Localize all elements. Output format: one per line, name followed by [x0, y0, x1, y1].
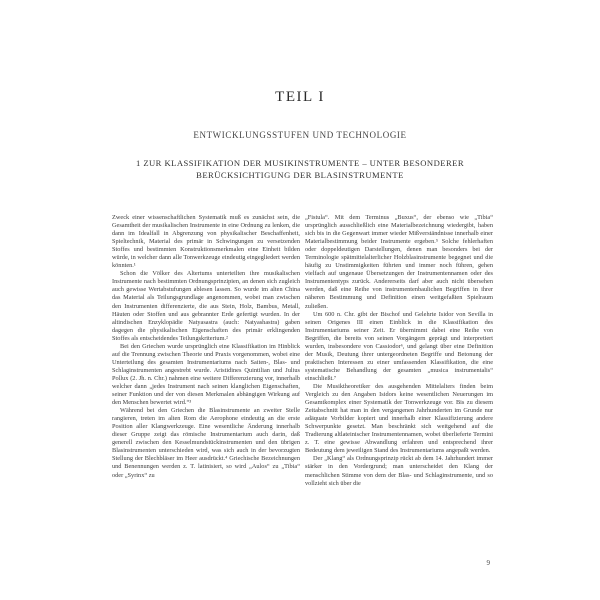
- paragraph: Schon die Völker des Altertums unterteilten ihre musikalischen Instrumente nach bestimmten Ordnungsprinzipien, an denen sich zugleich auch gewisse Wertabstufungen ablesen lassen. So wurde im alten China das Material als Teilungsgrundlage angenommen, wobei man zwischen den Instrumenten differenzierte, die aus Stein, Holz, Bambus, Metall, Häuten oder Stoffen und aus gebrannter Erde gefertigt wurden. In der altindischen Enzyklopädie Natyasastra (auch: Natyashastra) gaben dagegen die physikalischen Eigenschaften des primär erklingenden Stoffes als entscheidendes Teilungskriterium.²: [112, 270, 300, 342]
- paragraph: Bei den Griechen wurde ursprünglich eine Klassifikation im Hinblick auf die Trennung zwischen Theorie und Praxis vorgenommen, wobei eine Unterteilung des gesamten Instrumentariums nach Saiten-, Blas- und Schlaginstrumenten angestrebt wurde. Aristidines Quintilian und Julius Pollux (2. Jh. n. Chr.) nahmen eine weitere Differenzierung vor, innerhalb welcher dann „jedes Instrument nach seinen klanglichen Eigenschaften, seiner Funktion und der von diesen Merkmalen abhängigen Wirkung auf den Menschen bewertet wird.“³: [112, 342, 300, 407]
- paragraph: „Fistula“. Mit dem Terminus „Buxus“, der ebenso wie „Tibia“ ursprünglich ausschließlich eine Materialbezeichnung wiedergibt, haben sich bis in die Gegenwart immer wieder Mißverständnisse innerhalb einer Materialbestimmung beider Instrumente ergeben.⁵ Solche fehlerhaften oder doppeldeutigen Darstellungen, denen man besonders bei der Terminologie spätmittelalterlicher Holzblasinstrumente begegnet und die häufig zu Unstimmigkeiten führten und immer noch führen, gehen vielfach auf ungenaue Übersetzungen der Instrumentennamen oder des Instrumententyps zurück. Andererseits darf aber auch nicht übersehen werden, daß eine Reihe von instrumentenbaulichen Begriffen in ihrer näheren Bestimmung und Definition einen weitgefaßten Spielraum zuließen.: [305, 214, 493, 310]
- page-number: 9: [486, 559, 490, 567]
- paragraph: Um 600 n. Chr. gibt der Bischof und Gelehrte Isidor von Sevilla in seinen Origenes III einen Einblick in die Klassifikation des Instrumentariums seiner Zeit. Er übernimmt dabei eine Reihe von Begriffen, die bereits von seinen Vorgängern geprägt und interpretiert wurden, insbesondere von Cassiodor⁶, und gelangt über eine Definition der Musik, Deutung ihrer untergeordneten Begriffe und Betonung der praktischen Interessen zu einer umfassenden Klassifikation, die eine systematische Behandlung der gesamten „musica instrumentalis“ einschließt.⁷: [305, 310, 493, 382]
- right-column: [305, 214, 493, 488]
- paragraph: Zweck einer wissenschaftlichen Systematik muß es zunächst sein, die Gesamtheit der musikalischen Instrumente in eine Ordnung zu lenken, die dann im Idealfall in Abgrenzung von physikalischer Beschaffenheit, Spieltechnik, Material des primär in Schwingungen zu versetzenden Stoffes und bestimmten Konstruktionsmerkmalen eine Einheit bilden würde, in welcher dann alle Tonwerkzeuge eindeutig eingegliedert werden könnten.¹: [112, 214, 300, 270]
- paragraph: Während bei den Griechen die Blasinstrumente an zweiter Stelle rangieren, treten im alten Rom die Aerophone eindeutig an die erste Position aller Klangwerkzeuge. Eine wesentliche Änderung innerhalb dieser Gruppe zeigt das römische Instrumentarium auch darin, daß generell zwischen den Kesselmundstückinstrumenten und den übrigen Blasinstrumenten unterschieden wird, was sich auch in der bevorzugten Stellung der Blechbläser im Heer ausdrückt.⁴ Griechische Bezeichnungen und Benennungen werden z. T. latinisiert, so wird „Aulos“ zu „Tibia“ oder „Syrinx“ zu: [112, 407, 300, 479]
- part-title: TEIL I: [275, 89, 325, 105]
- chapter-title: 1 ZUR KLASSIFIKATION DER MUSIKINSTRUMENTE – UNTER BESONDERER BERÜCKSICHTIGUNG DER BLASINSTRUMENTE: [135, 158, 465, 180]
- paragraph: Die Musiktheoretiker des ausgehenden Mittelalters finden beim Vergleich zu den Angaben Isidors keine wesentlichen Neuerungen im Gesamtkomplex einer Systematik der Tonwerkzeuge vor. Bis zu diesem Zeitabschnitt hat man in den vergangenen Jahrhunderten im Grunde nur adäquate Vorbilder kopiert und innerhalb einer Klassifizierung andere Schwerpunkte gesetzt. Man beschränkt sich weitgehend auf die Tradierung altlateinischer Instrumentennamen, wobei überlieferte Termini z. T. eine gewisse Abwandlung erfahren und entsprechend ihrer Bedeutung dem jeweiligen Stand des Instrumentariums angepaßt werden.: [305, 382, 493, 455]
- section-title: ENTWICKLUNGSSTUFEN UND TECHNOLOGIE: [193, 130, 407, 140]
- paragraph: Der „Klang“ als Ordnungsprinzip rückt ab dem 14. Jahrhundert immer stärker in den Vordergrund; man unterscheidet den Klang der menschlichen Stimme von dem der Blas- und Schlaginstrumente, und so vollzieht sich über die: [305, 455, 493, 487]
- left-column: [112, 214, 300, 480]
